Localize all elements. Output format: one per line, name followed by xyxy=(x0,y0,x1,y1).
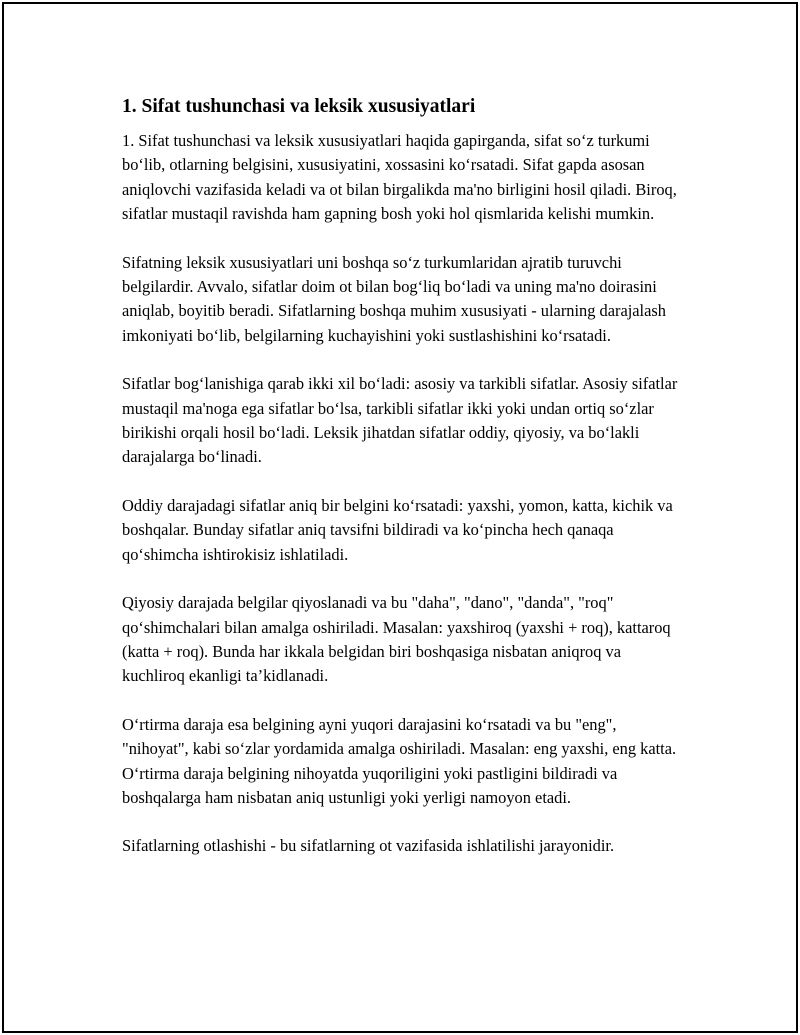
document-title: 1. Sifat tushunchasi va leksik xususiyatlari xyxy=(122,96,476,117)
paragraph-7: Sifatlarning otlashishi - bu sifatlarning ot vazifasida ishlatilishi jarayonidir. xyxy=(122,836,615,856)
paragraph-3: Sifatlar bog‘lanishiga qarab ikki xil bo‘ladi: asosiy va tarkibli sifatlar. Asosiy sifatlar mustaqil ma'noga ega sifatlar bo‘lsa, tarkibli sifatlar ikki yoki undan ortiq so‘zlar birikishi orqali hosil bo‘ladi. Leksik jihatdan sifatlar oddiy, qiyosiy, va bo‘lakli darajalarga bo‘linadi. xyxy=(122,374,678,467)
paragraph-4: Oddiy darajadagi sifatlar aniq bir belgini ko‘rsatadi: yaxshi, yomon, katta, kichik va boshqalar. Bunday sifatlar aniq tavsifni bildiradi va ko‘pincha hech qanaqa qo‘shimcha ishtirokisiz ishlatiladi. xyxy=(122,495,673,564)
paragraph-2: Sifatning leksik xususiyatlari uni boshqa so‘z turkumlaridan ajratib turuvchi belgilardir. Avvalo, sifatlar doim ot bilan bog‘liq bo‘ladi va uning ma'no doirasini aniqlab, boyitib beradi. Sifatlarning boshqa muhim xususiyati - ularning darajalash imkoniyati bo‘lib, belgilarning kuchayishini yoki sustlashishini ko‘rsatadi. xyxy=(122,252,666,345)
paragraph-5: Qiyosiy darajada belgilar qiyoslanadi va bu "daha", "dano", "danda", "roq" qo‘shimchalari bilan amalga oshiriladi. Masalan: yaxshiroq (yaxshi + roq), kattaroq (katta + roq). Bunda har ikkala belgidan biri boshqasiga nisbatan aniqroq va kuchliroq ekanligi ta’kidlanadi. xyxy=(122,593,671,686)
document-body xyxy=(122,94,686,883)
paragraph-6: O‘rtirma daraja esa belgining ayni yuqori darajasini ko‘rsatadi va bu "eng", "nihoyat", kabi so‘zlar yordamida amalga oshiriladi. Masalan: eng yaxshi, eng katta. O‘rtirma daraja belgining nihoyatda yuqoriligini yoki pastligini bildiradi va boshqalarga ham nisbatan aniq ustunligi yoki yerligi namoyon etadi. xyxy=(122,714,677,807)
page-frame xyxy=(2,2,798,1033)
paragraph-1: 1. Sifat tushunchasi va leksik xususiyatlari haqida gapirganda, sifat so‘z turkumi bo‘lib, otlarning belgisini, xususiyatini, xossasini ko‘rsatadi. Sifat gapda asosan aniqlovchi vazifasida keladi va ot bilan birgalikda ma'no birligini hosil qiladi. Biroq, sifatlar mustaqil ravishda ham gapning bosh yoki hol qismlarida kelishi mumkin. xyxy=(122,131,677,224)
